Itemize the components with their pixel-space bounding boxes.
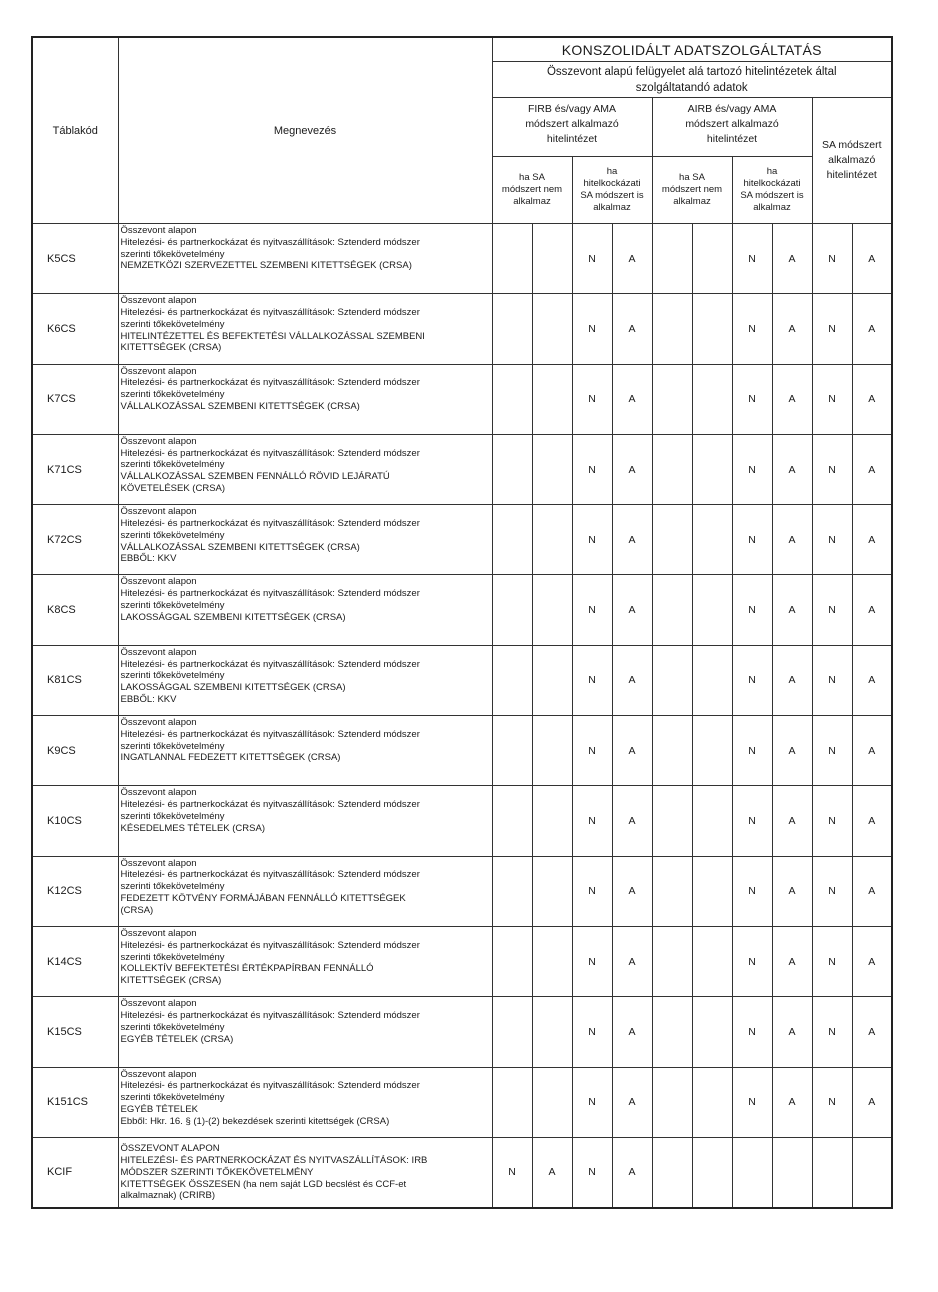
description-line: Összevont alapon xyxy=(120,857,197,869)
firb-group-header: FIRB és/vagy AMA módszert alkalmazó hitelintézet xyxy=(492,98,652,157)
mark-n-cell xyxy=(492,997,532,1067)
mark-a-cell: A xyxy=(772,856,812,926)
table-row xyxy=(32,926,892,996)
description-line: szerinti tőkekövetelmény xyxy=(120,600,225,612)
mark-n-cell xyxy=(652,294,692,364)
description-line: KITETTSÉGEK (CRSA) xyxy=(120,975,222,987)
description-line: NEMZETKÖZI SZERVEZETTEL SZEMBENI KITETTSÉGEK (CRSA) xyxy=(120,260,412,272)
mark-n-cell: N xyxy=(732,575,772,645)
main-title: KONSZOLIDÁLT ADATSZOLGÁLTATÁS xyxy=(492,37,892,62)
mark-a-cell xyxy=(772,1137,812,1207)
reporting-table xyxy=(31,36,893,1209)
mark-a-cell: A xyxy=(852,294,892,364)
description-line: szerinti tőkekövetelmény xyxy=(120,248,225,260)
description-line: KÖVETELÉSEK (CRSA) xyxy=(120,483,226,495)
mark-n-cell xyxy=(652,645,692,715)
description-line: Összevont alapon xyxy=(120,1068,197,1080)
mark-a-cell: A xyxy=(852,505,892,575)
mark-a-cell: A xyxy=(612,505,652,575)
description-line: EGYÉB TÉTELEK xyxy=(120,1103,198,1115)
mark-n-cell: N xyxy=(572,224,612,294)
mark-a-cell xyxy=(532,364,572,434)
mark-a-cell: A xyxy=(772,434,812,504)
mark-n-cell xyxy=(492,926,532,996)
firb-no-sa-header: ha SA módszert nem alkalmaz xyxy=(492,157,572,224)
mark-a-cell: A xyxy=(612,434,652,504)
mark-n-cell xyxy=(652,434,692,504)
table-body xyxy=(32,224,892,1208)
mark-a-cell xyxy=(692,434,732,504)
mark-a-cell: A xyxy=(852,926,892,996)
mark-n-cell xyxy=(652,364,692,434)
mark-a-cell: A xyxy=(612,856,652,926)
mark-a-cell: A xyxy=(852,856,892,926)
description-line: FEDEZETT KÖTVÉNY FORMÁJÁBAN FENNÁLLÓ KITETTSÉGEK xyxy=(120,893,406,905)
mark-n-cell: N xyxy=(572,786,612,856)
description-line: szerinti tőkekövetelmény xyxy=(120,459,225,471)
mark-a-cell: A xyxy=(612,294,652,364)
mark-a-cell: A xyxy=(772,224,812,294)
mark-n-cell xyxy=(492,856,532,926)
description-line: szerinti tőkekövetelmény xyxy=(120,1092,225,1104)
mark-a-cell: A xyxy=(772,575,812,645)
mark-a-cell: A xyxy=(772,716,812,786)
description-line: VÁLLALKOZÁSSAL SZEMBENI KITETTSÉGEK (CRSA) xyxy=(120,400,360,412)
mark-n-cell xyxy=(492,645,532,715)
description-line: Összevont alapon xyxy=(120,295,197,307)
mark-n-cell xyxy=(652,575,692,645)
item-description xyxy=(118,645,492,715)
item-description xyxy=(118,434,492,504)
mark-a-cell xyxy=(532,575,572,645)
table-code: K15CS xyxy=(32,997,118,1067)
mark-n-cell: N xyxy=(812,434,852,504)
item-description xyxy=(118,786,492,856)
description-line: Hitelezési- és partnerkockázat és nyitvaszállítások: Sztenderd módszer xyxy=(120,939,420,951)
description-line: KITETTSÉGEK ÖSSZESEN (ha nem saját LGD becslést és CCF-et xyxy=(120,1178,407,1190)
description-line: Hitelezési- és partnerkockázat és nyitvaszállítások: Sztenderd módszer xyxy=(120,869,420,881)
description-line: szerinti tőkekövetelmény xyxy=(120,810,225,822)
name-header: Megnevezés xyxy=(118,37,492,224)
description-line: Hitelezési- és partnerkockázat és nyitvaszállítások: Sztenderd módszer xyxy=(120,588,420,600)
description-line: szerinti tőkekövetelmény xyxy=(120,1021,225,1033)
description-line: szerinti tőkekövetelmény xyxy=(120,670,225,682)
mark-n-cell: N xyxy=(572,1137,612,1207)
mark-a-cell: A xyxy=(612,1137,652,1207)
table-code: K12CS xyxy=(32,856,118,926)
table-code: KCIF xyxy=(32,1137,118,1207)
mark-n-cell: N xyxy=(812,926,852,996)
mark-a-cell: A xyxy=(852,364,892,434)
mark-a-cell: A xyxy=(612,997,652,1067)
item-description xyxy=(118,1137,492,1207)
mark-a-cell: A xyxy=(772,786,812,856)
description-line: Összevont alapon xyxy=(120,506,197,518)
mark-a-cell: A xyxy=(852,716,892,786)
mark-a-cell: A xyxy=(612,1067,652,1137)
mark-a-cell xyxy=(532,294,572,364)
description-line: EGYÉB TÉTELEK (CRSA) xyxy=(120,1033,234,1045)
mark-a-cell: A xyxy=(852,575,892,645)
mark-a-cell: A xyxy=(612,224,652,294)
mark-n-cell xyxy=(492,434,532,504)
mark-n-cell xyxy=(652,505,692,575)
mark-n-cell: N xyxy=(812,997,852,1067)
mark-a-cell xyxy=(532,434,572,504)
item-description xyxy=(118,224,492,294)
mark-n-cell: N xyxy=(572,364,612,434)
mark-a-cell: A xyxy=(612,926,652,996)
airb-group-header: AIRB és/vagy AMA módszert alkalmazó hitelintézet xyxy=(652,98,812,157)
description-line: Hitelezési- és partnerkockázat és nyitvaszállítások: Sztenderd módszer xyxy=(120,236,420,248)
item-description xyxy=(118,294,492,364)
description-line: KÉSEDELMES TÉTELEK (CRSA) xyxy=(120,822,265,834)
item-description xyxy=(118,364,492,434)
mark-a-cell xyxy=(692,926,732,996)
description-line: Hitelezési- és partnerkockázat és nyitvaszállítások: Sztenderd módszer xyxy=(120,799,420,811)
description-line: Hitelezési- és partnerkockázat és nyitvaszállítások: Sztenderd módszer xyxy=(120,1080,420,1092)
mark-n-cell: N xyxy=(812,224,852,294)
mark-a-cell: A xyxy=(772,645,812,715)
mark-a-cell xyxy=(532,716,572,786)
mark-n-cell: N xyxy=(572,434,612,504)
description-line: Ebből: Hkr. 16. § (1)-(2) bekezdések szerinti kitettségek (CRSA) xyxy=(120,1115,390,1127)
mark-a-cell xyxy=(692,224,732,294)
mark-n-cell xyxy=(732,1137,772,1207)
mark-a-cell: A xyxy=(772,1067,812,1137)
mark-n-cell xyxy=(492,294,532,364)
mark-n-cell xyxy=(652,1067,692,1137)
mark-a-cell xyxy=(532,856,572,926)
description-line: Hitelezési- és partnerkockázat és nyitvaszállítások: Sztenderd módszer xyxy=(120,307,420,319)
description-line: EBBŐL: KKV xyxy=(120,553,177,565)
mark-n-cell: N xyxy=(572,575,612,645)
sa-group-header: SA módszert alkalmazó hitelintézet xyxy=(812,98,892,224)
description-line: Hitelezési- és partnerkockázat és nyitvaszállítások: Sztenderd módszer xyxy=(120,377,420,389)
mark-a-cell xyxy=(532,997,572,1067)
description-line: VÁLLALKOZÁSSAL SZEMBEN FENNÁLLÓ RÖVID LEJÁRATÚ xyxy=(120,471,390,483)
mark-a-cell xyxy=(692,645,732,715)
table-code: K81CS xyxy=(32,645,118,715)
table-row xyxy=(32,1067,892,1137)
description-line: Összevont alapon xyxy=(120,365,197,377)
table-row xyxy=(32,1137,892,1207)
mark-n-cell: N xyxy=(572,856,612,926)
mark-n-cell: N xyxy=(572,294,612,364)
description-line: Összevont alapon xyxy=(120,435,197,447)
mark-a-cell: A xyxy=(852,1067,892,1137)
airb-with-sa-header: ha hitelkockázati SA módszert is alkalmaz xyxy=(732,157,812,224)
description-line: alkalmaznak) (CRIRB) xyxy=(120,1190,215,1202)
mark-n-cell xyxy=(492,505,532,575)
table-row xyxy=(32,575,892,645)
description-line: Hitelezési- és partnerkockázat és nyitvaszállítások: Sztenderd módszer xyxy=(120,728,420,740)
description-line: KITETTSÉGEK (CRSA) xyxy=(120,342,222,354)
mark-a-cell: A xyxy=(612,786,652,856)
description-line: HITELINTÉZETTEL ÉS BEFEKTETÉSI VÁLLALKOZÁSSAL SZEMBENI xyxy=(120,330,425,342)
table-code: K10CS xyxy=(32,786,118,856)
table-row xyxy=(32,505,892,575)
description-line: LAKOSSÁGGAL SZEMBENI KITETTSÉGEK (CRSA) xyxy=(120,611,346,623)
description-line: szerinti tőkekövetelmény xyxy=(120,881,225,893)
mark-n-cell: N xyxy=(732,294,772,364)
description-line: Hitelezési- és partnerkockázat és nyitvaszállítások: Sztenderd módszer xyxy=(120,658,420,670)
table-code: K6CS xyxy=(32,294,118,364)
mark-n-cell xyxy=(652,786,692,856)
mark-a-cell: A xyxy=(612,364,652,434)
mark-n-cell: N xyxy=(732,434,772,504)
description-line: Összevont alapon xyxy=(120,787,197,799)
mark-a-cell xyxy=(692,716,732,786)
mark-n-cell xyxy=(492,1067,532,1137)
item-description xyxy=(118,997,492,1067)
mark-a-cell xyxy=(532,224,572,294)
mark-n-cell xyxy=(492,716,532,786)
mark-n-cell: N xyxy=(812,856,852,926)
mark-n-cell xyxy=(652,1137,692,1207)
mark-a-cell xyxy=(692,364,732,434)
item-description xyxy=(118,505,492,575)
firb-with-sa-header: ha hitelkockázati SA módszert is alkalmaz xyxy=(572,157,652,224)
table-row xyxy=(32,786,892,856)
item-description xyxy=(118,926,492,996)
mark-n-cell: N xyxy=(572,645,612,715)
mark-a-cell: A xyxy=(772,294,812,364)
mark-a-cell xyxy=(692,505,732,575)
description-line: KOLLEKTÍV BEFEKTETÉSI ÉRTÉKPAPÍRBAN FENNÁLLÓ xyxy=(120,963,374,975)
description-line: EBBŐL: KKV xyxy=(120,693,177,705)
subtitle: Összevont alapú felügyelet alá tartozó hitelintézetek által szolgáltatandó adatok xyxy=(492,62,892,98)
table-code: K5CS xyxy=(32,224,118,294)
description-line: Összevont alapon xyxy=(120,927,197,939)
mark-n-cell: N xyxy=(732,1067,772,1137)
description-line: Összevont alapon xyxy=(120,225,197,236)
mark-a-cell xyxy=(532,645,572,715)
mark-a-cell: A xyxy=(772,997,812,1067)
description-line: szerinti tőkekövetelmény xyxy=(120,389,225,401)
mark-n-cell: N xyxy=(572,1067,612,1137)
table-row xyxy=(32,856,892,926)
description-line: LAKOSSÁGGAL SZEMBENI KITETTSÉGEK (CRSA) xyxy=(120,682,346,694)
mark-n-cell: N xyxy=(492,1137,532,1207)
mark-a-cell: A xyxy=(852,434,892,504)
mark-a-cell: A xyxy=(852,224,892,294)
description-line: Összevont alapon xyxy=(120,998,197,1010)
mark-n-cell: N xyxy=(732,997,772,1067)
mark-n-cell xyxy=(492,575,532,645)
description-line: HITELEZÉSI- ÉS PARTNERKOCKÁZAT ÉS NYITVASZÁLLÍTÁSOK: IRB xyxy=(120,1155,428,1167)
table-row xyxy=(32,224,892,294)
mark-n-cell: N xyxy=(812,364,852,434)
table-row xyxy=(32,645,892,715)
mark-n-cell: N xyxy=(812,505,852,575)
mark-n-cell: N xyxy=(732,224,772,294)
mark-n-cell xyxy=(492,364,532,434)
mark-n-cell: N xyxy=(812,786,852,856)
mark-n-cell xyxy=(492,224,532,294)
mark-n-cell: N xyxy=(812,645,852,715)
description-line: szerinti tőkekövetelmény xyxy=(120,529,225,541)
mark-n-cell: N xyxy=(732,856,772,926)
item-description xyxy=(118,1067,492,1137)
description-line: Hitelezési- és partnerkockázat és nyitvaszállítások: Sztenderd módszer xyxy=(120,1010,420,1022)
mark-a-cell xyxy=(532,926,572,996)
mark-n-cell xyxy=(652,224,692,294)
mark-a-cell xyxy=(532,505,572,575)
mark-a-cell xyxy=(852,1137,892,1207)
mark-a-cell: A xyxy=(772,505,812,575)
table-code: K72CS xyxy=(32,505,118,575)
description-line: Hitelezési- és partnerkockázat és nyitvaszállítások: Sztenderd módszer xyxy=(120,447,420,459)
mark-a-cell xyxy=(692,1137,732,1207)
item-description xyxy=(118,716,492,786)
description-line: Összevont alapon xyxy=(120,576,197,588)
description-line: (CRSA) xyxy=(120,904,154,916)
description-line: szerinti tőkekövetelmény xyxy=(120,318,225,330)
table-row xyxy=(32,716,892,786)
mark-a-cell: A xyxy=(772,364,812,434)
mark-a-cell: A xyxy=(612,716,652,786)
mark-a-cell xyxy=(692,294,732,364)
table-code-header: Táblakód xyxy=(32,37,118,224)
mark-n-cell xyxy=(652,716,692,786)
description-line: szerinti tőkekövetelmény xyxy=(120,951,225,963)
mark-a-cell xyxy=(532,1067,572,1137)
airb-no-sa-header: ha SA módszert nem alkalmaz xyxy=(652,157,732,224)
mark-a-cell: A xyxy=(612,645,652,715)
table-code: K14CS xyxy=(32,926,118,996)
mark-n-cell xyxy=(492,786,532,856)
mark-a-cell xyxy=(692,575,732,645)
mark-a-cell: A xyxy=(772,926,812,996)
mark-n-cell xyxy=(652,856,692,926)
mark-n-cell: N xyxy=(732,645,772,715)
mark-n-cell: N xyxy=(732,786,772,856)
mark-a-cell: A xyxy=(852,645,892,715)
mark-n-cell xyxy=(812,1137,852,1207)
mark-n-cell: N xyxy=(572,997,612,1067)
mark-a-cell xyxy=(692,786,732,856)
mark-n-cell xyxy=(652,926,692,996)
mark-a-cell xyxy=(692,1067,732,1137)
mark-n-cell: N xyxy=(812,1067,852,1137)
description-line: MÓDSZER SZERINTI TŐKEKÖVETELMÉNY xyxy=(120,1166,314,1178)
table-row xyxy=(32,294,892,364)
mark-n-cell: N xyxy=(732,926,772,996)
description-line: ÖSSZEVONT ALAPON xyxy=(120,1143,220,1155)
description-line: VÁLLALKOZÁSSAL SZEMBENI KITETTSÉGEK (CRSA) xyxy=(120,541,360,553)
mark-n-cell: N xyxy=(812,294,852,364)
mark-n-cell: N xyxy=(812,716,852,786)
mark-n-cell: N xyxy=(732,364,772,434)
mark-n-cell: N xyxy=(572,505,612,575)
item-description xyxy=(118,575,492,645)
mark-a-cell: A xyxy=(852,997,892,1067)
table-row xyxy=(32,997,892,1067)
mark-a-cell xyxy=(692,856,732,926)
description-line: Összevont alapon xyxy=(120,717,197,729)
table-code: K7CS xyxy=(32,364,118,434)
table-row xyxy=(32,434,892,504)
mark-n-cell: N xyxy=(732,505,772,575)
table-header xyxy=(32,37,892,224)
mark-n-cell: N xyxy=(812,575,852,645)
table-code: K9CS xyxy=(32,716,118,786)
table-code: K8CS xyxy=(32,575,118,645)
mark-a-cell: A xyxy=(532,1137,572,1207)
description-line: INGATLANNAL FEDEZETT KITETTSÉGEK (CRSA) xyxy=(120,752,341,764)
description-line: szerinti tőkekövetelmény xyxy=(120,740,225,752)
table-row xyxy=(32,364,892,434)
mark-n-cell: N xyxy=(732,716,772,786)
mark-n-cell xyxy=(652,997,692,1067)
mark-a-cell xyxy=(692,997,732,1067)
description-line: Összevont alapon xyxy=(120,646,197,658)
table-code: K151CS xyxy=(32,1067,118,1137)
mark-a-cell: A xyxy=(852,786,892,856)
item-description xyxy=(118,856,492,926)
mark-n-cell: N xyxy=(572,926,612,996)
description-line: Hitelezési- és partnerkockázat és nyitvaszállítások: Sztenderd módszer xyxy=(120,517,420,529)
mark-a-cell xyxy=(532,786,572,856)
mark-a-cell: A xyxy=(612,575,652,645)
table-code: K71CS xyxy=(32,434,118,504)
mark-n-cell: N xyxy=(572,716,612,786)
